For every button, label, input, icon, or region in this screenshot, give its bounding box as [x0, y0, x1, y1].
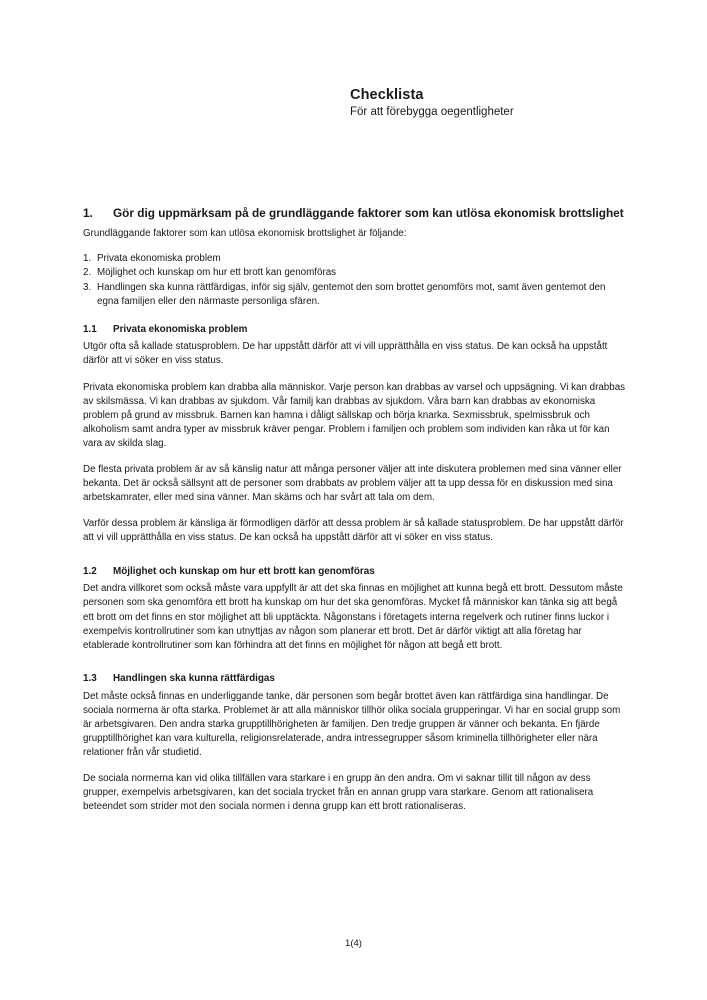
page-number: 1(4) — [345, 938, 362, 949]
section-number: 1. — [83, 206, 93, 220]
paragraph: Varför dessa problem är känsliga är förmodligen därför att dessa problem är så kallade statusproblem. De har uppstått därför att vi vill upprätthålla en viss status. De kan också ha uppstått därför att vi söker en viss status. — [83, 518, 624, 544]
list-item-index: 1. — [83, 252, 92, 264]
subsection-1-2 — [83, 565, 628, 653]
paragraph: Utgör ofta så kallade statusproblem. De har uppstått därför att vi vill upprätthålla en viss status. De kan också ha uppstått därför att vi söker en viss status. — [83, 341, 608, 367]
subsection-heading — [83, 565, 628, 579]
subsection-1-3 — [83, 672, 628, 815]
spacer — [83, 665, 628, 672]
paragraph: De flesta privata problem är av så känslig natur att många personer väljer att inte diskutera problemen med sina vänner eller bekanta. Det är också sällsynt att de personer som drabbats av problem väljer att ta upp dessa för en diskussion med sina arbetskamrater, eller med sina vänner. Man skäms och har svårt att tala om dem. — [83, 464, 622, 504]
subsection-title: Privata ekonomiska problem — [113, 323, 248, 335]
list-item — [83, 281, 628, 309]
section-heading — [83, 206, 628, 222]
list-item-index: 2. — [83, 267, 92, 279]
subsection-heading — [83, 323, 628, 337]
factors-list — [83, 252, 628, 309]
list-item — [83, 266, 628, 280]
section-title: Gör dig uppmärksam på de grundläggande faktorer som kan utlösa ekonomisk brottslighet — [113, 206, 624, 220]
document-header — [350, 86, 650, 120]
document-title: Checklista — [350, 87, 424, 103]
subsection-number: 1.2 — [83, 565, 97, 577]
subsection-number: 1.3 — [83, 672, 97, 684]
list-item — [83, 252, 628, 266]
page-footer — [0, 938, 707, 949]
list-item-text: Möjlighet och kunskap om hur ett brott kan genomföras — [97, 267, 337, 279]
list-item-index: 3. — [83, 281, 92, 293]
subsection-1-1 — [83, 323, 628, 546]
paragraph: Privata ekonomiska problem kan drabba alla människor. Varje person kan drabbas av varsel och uppsägning. Vi kan drabbas av skilsmässa. Vi kan drabbas av sjukdom. Vår familj kan drabbas av sjukdom. Våra barn kan drabbas av ekonomiska problem på grund av missbruk. Barnen kan hamna i dåligt sällskap och börja knarka. Sexmissbruk, spelmissbruk och alkoholism samt andra typer av missbruk kräver pengar. Problem i familjen och problem som individen kan råka ut för kan vara av skilda slag. — [83, 381, 626, 449]
document-subtitle: För att förebygga oegentligheter — [350, 106, 514, 119]
paragraph: Det andra villkoret som också måste vara uppfyllt är att det ska finnas en möjlighet att kunna begå ett brott. Dessutom måste personen som ska genomföra ett brott ha kunskap om hur det ska genomföras. Mycket få människor kan tänka sig att begå ett brott om det finns en stor möjlighet att bli upptäckta. Någonstans i företagets interna regelverk och rutiner finns luckor i exempelvis kontrollrutiner som kan utnyttjas av någon som planerar ett brott. Det är därför viktigt att alla företag har etablerade kontrollrutiner som kan förhindra att det finns en möjlighet för någon att begå ett brott. — [83, 583, 623, 651]
subsection-title: Möjlighet och kunskap om hur ett brott kan genomföras — [113, 565, 375, 577]
subsection-title: Handlingen ska kunna rättfärdigas — [113, 672, 275, 684]
section-lead-text: Grundläggande faktorer som kan utlösa ekonomisk brottslighet är följande: — [83, 227, 407, 239]
subsection-number: 1.1 — [83, 323, 97, 335]
spacer — [83, 558, 628, 565]
paragraph: De sociala normerna kan vid olika tillfällen vara starkare i en grupp än den andra. Om vi saknar tillit till någon av dess grupper, exempelvis arbetsgivaren, kan det sociala trycket från en annan grupp vara starkare. Genom att rationalisera beteendet som strider mot den sociala normen i denna grupp kan ett brott rationaliseras. — [83, 773, 594, 813]
paragraph: Det måste också finnas en underliggande tanke, där personen som begår brottet även kan rättfärdiga sina handlingar. De sociala normerna är ofta starka. Problemet är att alla människor tillhör olika sociala grupperingar. Vi har en social grupp som är arbetsgivaren. Den andra starka grupptillhörigheten är familjen. Den tredje gruppen är vänner och bekanta. En fjärde grupptillhörighet kan vara kulturella, religionsrelaterade, andra intressegrupper såsom kriminella tillhörigheter eller nära relationer från vår studietid. — [83, 690, 621, 759]
list-item-text: Handlingen ska kunna rättfärdigas, inför sig själv, gentemot den som brottet genomförs mot, samt även gentemot den egna familjen eller den närmaste personliga sfären. — [97, 281, 606, 307]
list-item-text: Privata ekonomiska problem — [97, 252, 221, 264]
document-body — [83, 206, 628, 826]
subsection-heading — [83, 672, 628, 686]
